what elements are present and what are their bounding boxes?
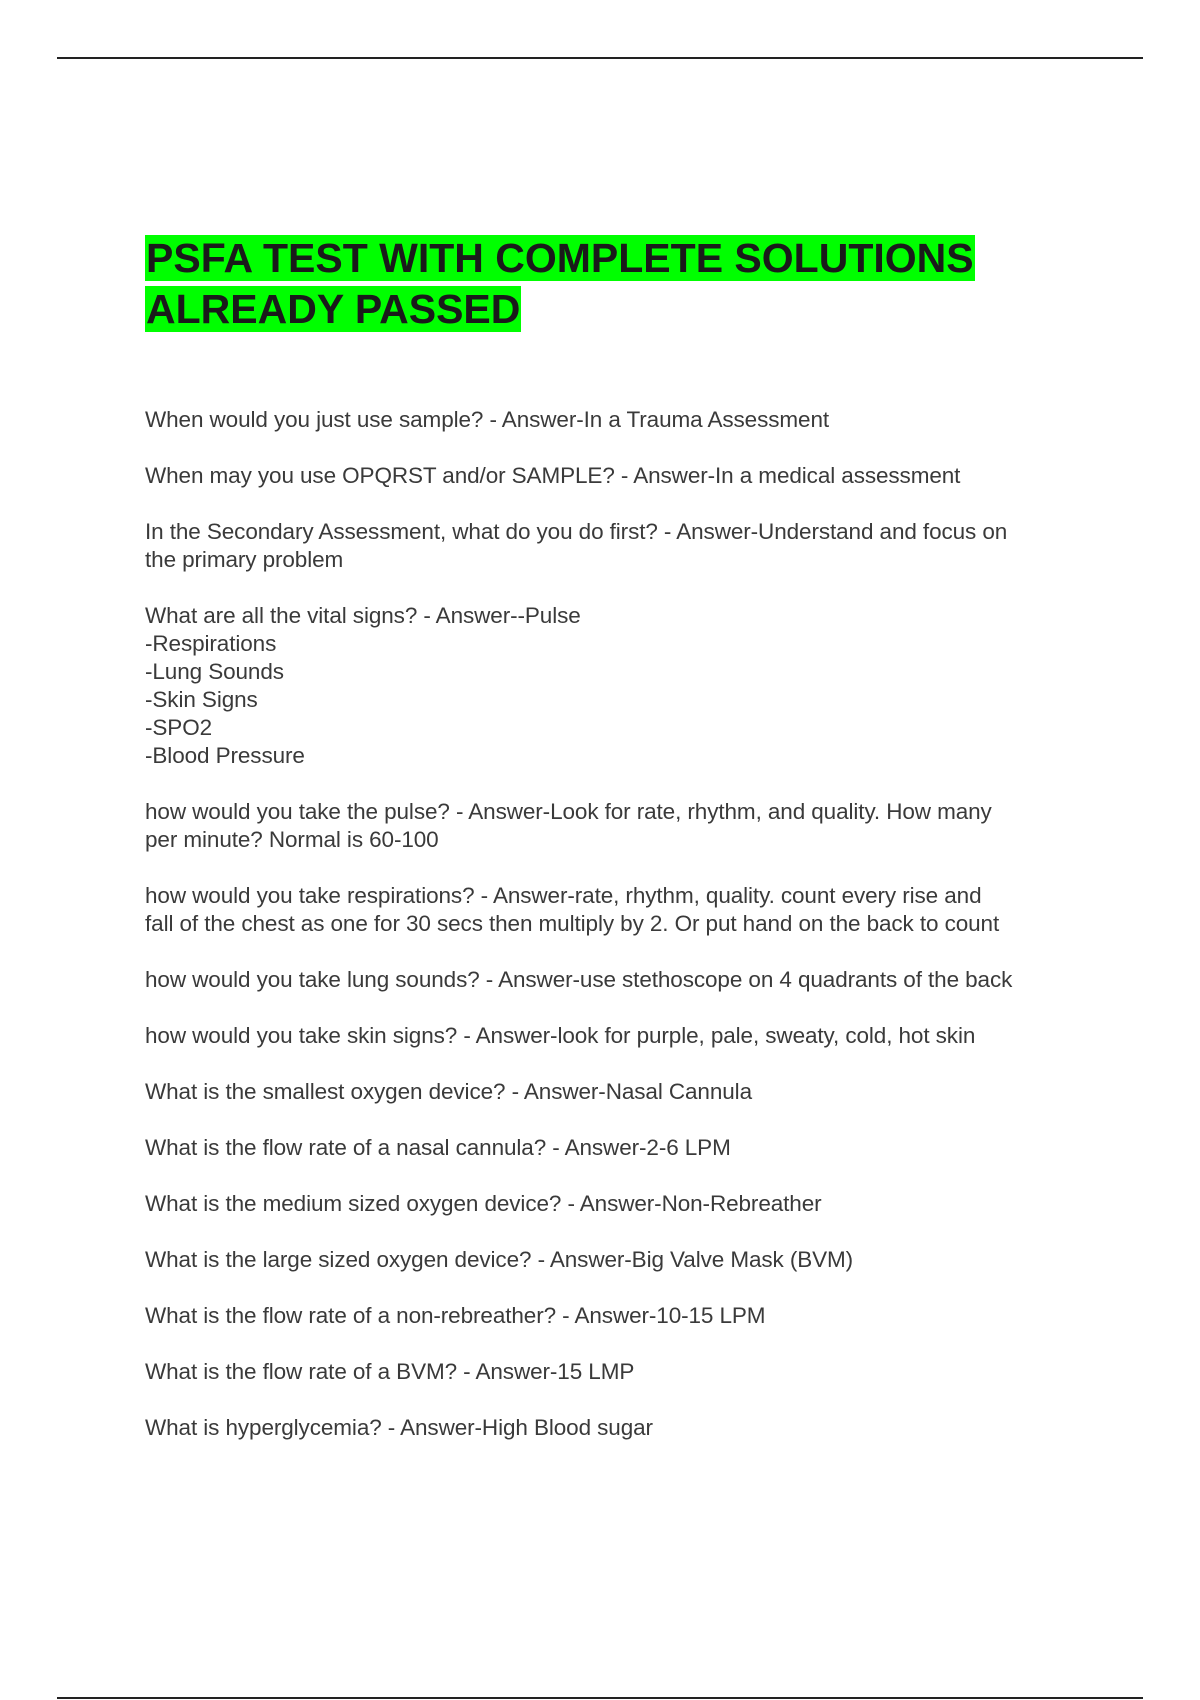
- document-title: [145, 233, 1105, 335]
- qa-item: What is the flow rate of a non-rebreather? - Answer-10-15 LPM: [145, 1303, 766, 1328]
- qa-item: What is the flow rate of a nasal cannula? - Answer-2-6 LPM: [145, 1135, 731, 1160]
- qa-item: When may you use OPQRST and/or SAMPLE? - Answer-In a medical assessment: [145, 463, 961, 488]
- qa-item: What are all the vital signs? - Answer--Pulse -Respirations -Lung Sounds -Skin Signs -SPO2 -Blood Pressure: [145, 603, 581, 768]
- qa-list: [145, 406, 1090, 1470]
- top-rule: [57, 57, 1143, 59]
- qa-item: When would you just use sample? - Answer-In a Trauma Assessment: [145, 407, 830, 432]
- qa-item: What is hyperglycemia? - Answer-High Blood sugar: [145, 1415, 653, 1440]
- qa-item: In the Secondary Assessment, what do you do first? - Answer-Understand and focus on the primary problem: [145, 519, 1008, 572]
- title-highlight: PSFA TEST WITH COMPLETE SOLUTIONS ALREADY PASSED: [146, 235, 974, 332]
- qa-item: What is the smallest oxygen device? - Answer-Nasal Cannula: [145, 1079, 752, 1104]
- qa-item: What is the flow rate of a BVM? - Answer-15 LMP: [145, 1359, 635, 1384]
- qa-item: how would you take skin signs? - Answer-look for purple, pale, sweaty, cold, hot skin: [145, 1023, 976, 1048]
- qa-item: What is the large sized oxygen device? - Answer-Big Valve Mask (BVM): [145, 1247, 854, 1272]
- qa-item: how would you take lung sounds? - Answer-use stethoscope on 4 quadrants of the back: [145, 967, 1013, 992]
- qa-item: how would you take respirations? - Answer-rate, rhythm, quality. count every rise and fall of the chest as one for 30 secs then multiply by 2. Or put hand on the back to count: [145, 883, 1000, 936]
- qa-item: What is the medium sized oxygen device? - Answer-Non-Rebreather: [145, 1191, 822, 1216]
- bottom-rule: [57, 1697, 1143, 1699]
- qa-item: how would you take the pulse? - Answer-Look for rate, rhythm, and quality. How many per minute? Normal is 60-100: [145, 799, 992, 852]
